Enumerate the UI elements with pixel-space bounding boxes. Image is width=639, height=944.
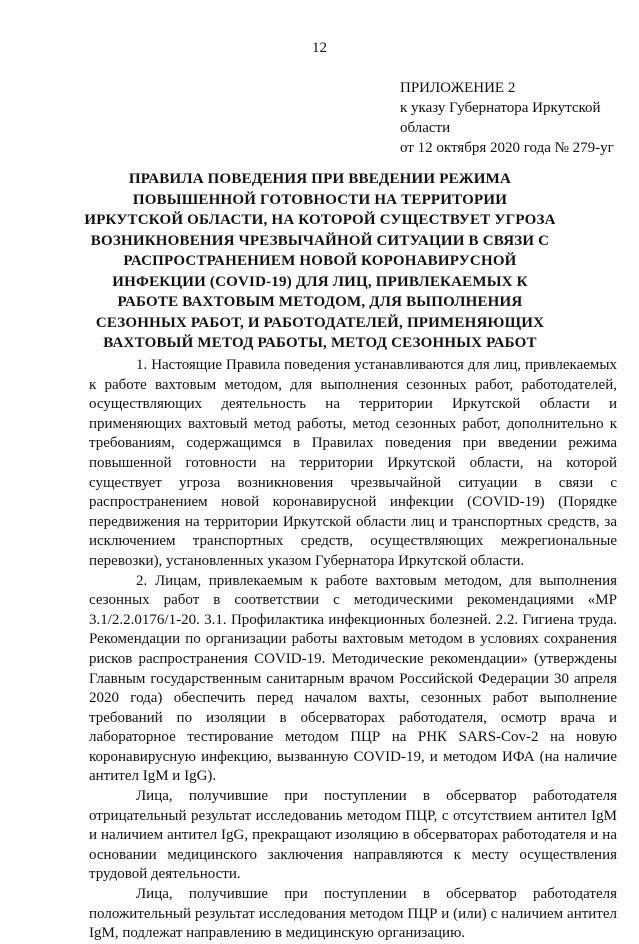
appendix-header [400,78,630,158]
appendix-decree-ref: к указу Губернатора Иркутской [400,100,601,116]
paragraph-2: 2. Лицам, привлекаемым к работе вахтовым методом, для выполнения сезонных работ в соответствии с методическими рекомендациями «МР 3.1/2.2.0176/1-20. 3.1. Профилактика инфекционных болезней. 2.2. Гигиена труда. Рекомендации по организации работы вахтовым методом в условиях сохранения рисков распространения COVID-19. Методические рекомендации» (утверждены Главным государственным санитарным врачом Российской Федерации 30 апреля 2020 года) обеспечить перед началом вахты, сезонных работ выполнение требований по изоляции в обсерваторах работодателя, осмотр врача и лабораторное тестирование методом ПЦР на РНК SARS-Cov-2 на новую коронавирусную инфекцию, вызванную COVID-19, и методом ИФА (на наличие антител IgM и IgG). [89,572,617,785]
paragraph-1: 1. Настоящие Правила поведения устанавливаются для лиц, привлекаемых к работе вахтовым методом, для выполнения сезонных работ, работодателей, осуществляющих деятельность на территории Иркутской области и применяющих вахтовый метод работы, метод сезонных работ, дополнительно к требованиям, содержащимся в Правилах поведения при введении режима повышенной готовности на территории Иркутской области, на которой существует угроза возникновения чрезвычайной ситуации в связи с распространением новой коронавирусной инфекции (COVID-19) (Порядке передвижения на территории Иркутской области лиц и транспортных средств, за исключением транспортных средств, осуществляющих межрегиональные перевозки), установленных указом Губернатора Иркутской области. [89,357,617,569]
appendix-date: от 12 октября 2020 года № 279-уг [400,140,614,156]
document-title: ПРАВИЛА ПОВЕДЕНИЯ ПРИ ВВЕДЕНИИ РЕЖИМА ПОВЫШЕННОЙ ГОТОВНОСТИ НА ТЕРРИТОРИИ ИРКУТСКОЙ ОБЛАСТИ, НА КОТОРОЙ СУЩЕСТВУЕТ УГРОЗА ВОЗНИКНОВЕНИЯ ЧРЕЗВЫЧАЙНОЙ СИТУАЦИИ В СВЯЗИ С РАСПРОСТРАНЕНИЕМ НОВОЙ КОРОНАВИРУСНОЙ ИНФЕКЦИИ (COVID-19) ДЛЯ ЛИЦ, ПРИВЛЕКАЕМЫХ К РАБОТЕ ВАХТОВЫМ МЕТОДОМ, ДЛЯ ВЫПОЛНЕНИЯ СЕЗОННЫХ РАБОТ, И РАБОТОДАТЕЛЕЙ, ПРИМЕНЯЮЩИХ ВАХТОВЫЙ МЕТОД РАБОТЫ, МЕТОД СЕЗОННЫХ РАБОТ [84,171,556,351]
document-body [89,356,617,944]
page-number: 12 [312,40,327,56]
appendix-region: области [400,120,451,136]
appendix-label: ПРИЛОЖЕНИЕ 2 [400,80,516,96]
paragraph-3: Лица, получившие при поступлении в обсерватор работодателя отрицательный результат исследованиь методом ПЦР, с отсутствием антител IgM и наличием антител IgG, прекращают изоляцию в обсерваторах работодателя и на основании медицинского заключения направляются к месту осуществления трудовой деятельности. [89,788,617,883]
paragraph-4: Лица, получившие при поступлении в обсерватор работодателя положительный результат исследования методом ПЦР и (или) с наличием антител IgM, подлежат направлению в медицинскую организацию. [89,886,617,942]
